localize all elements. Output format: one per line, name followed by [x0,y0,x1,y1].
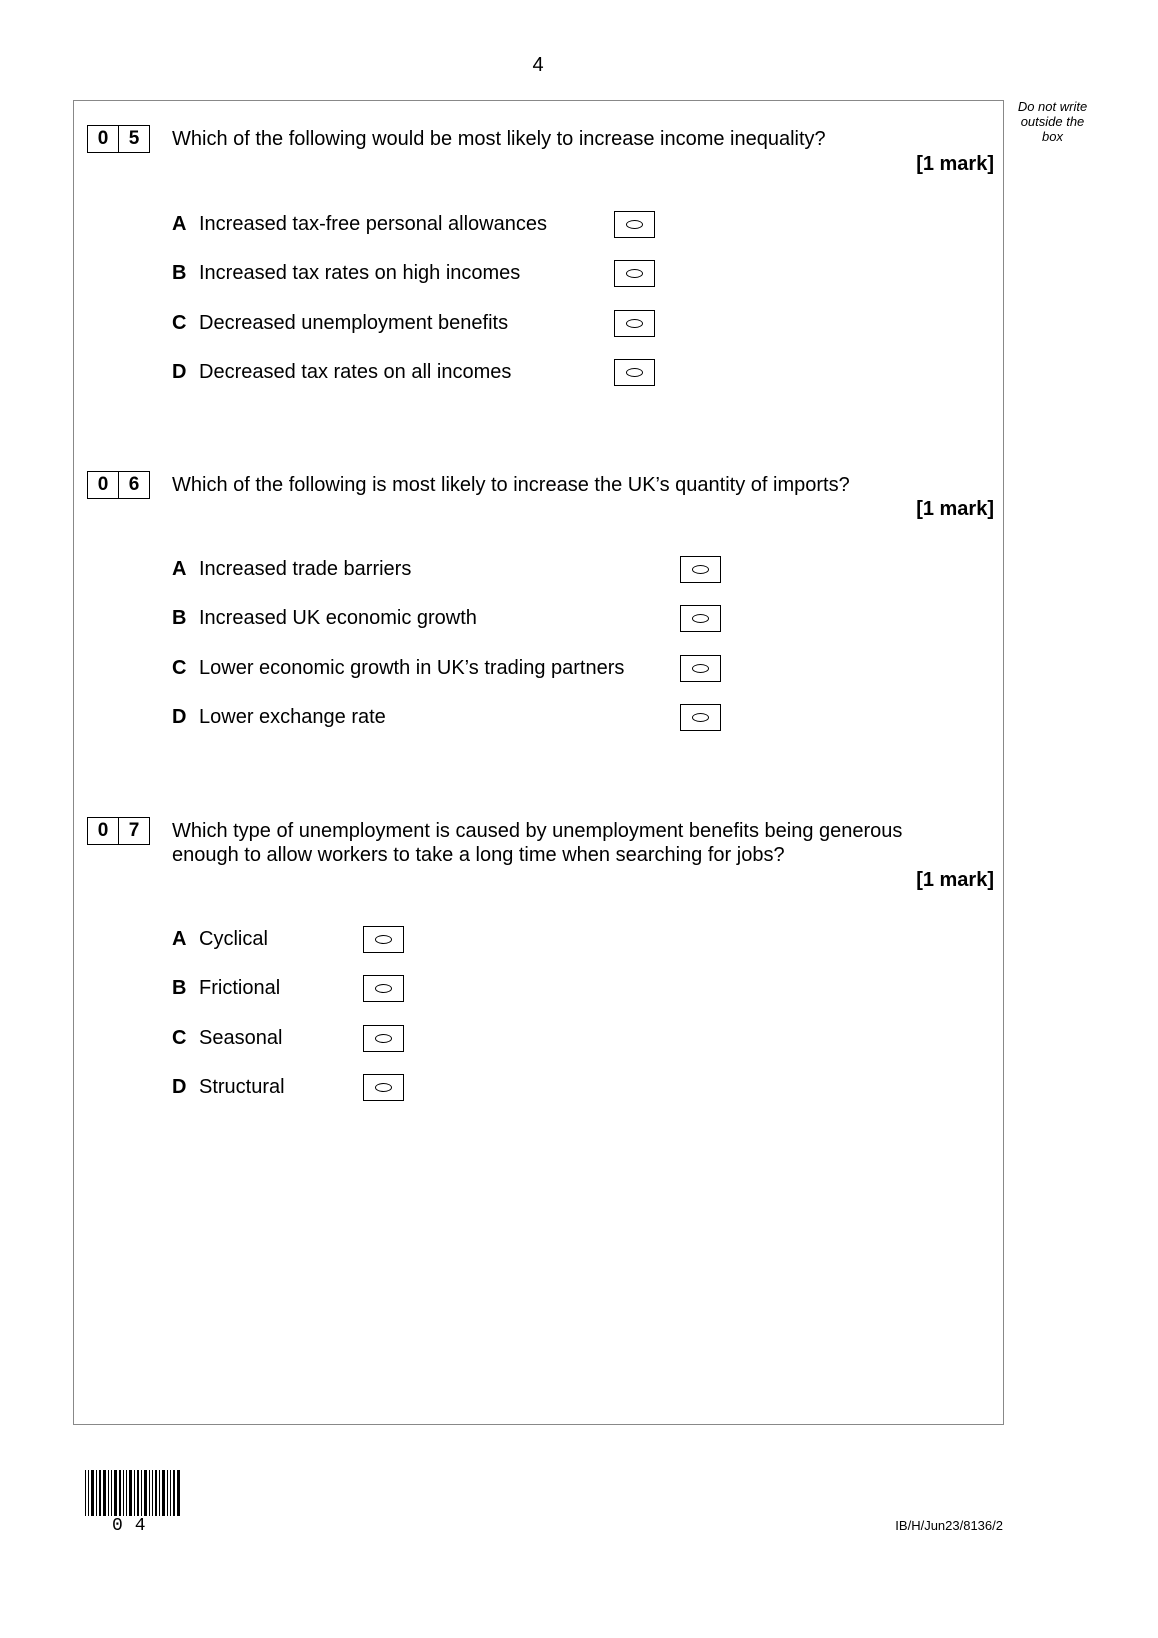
question-number [87,471,150,499]
question-text: Which of the following would be most likely to increase income inequality? [172,128,826,150]
oval-icon [692,565,709,574]
option-letter: C [172,1026,187,1049]
question-number-digit: 0 [97,128,109,149]
mark-allocation: [1 mark] [916,498,994,520]
option-d [172,1076,285,1099]
option-a [172,213,547,236]
question-number-digit: 6 [118,472,149,498]
option-letter: C [172,311,187,334]
option-c [172,1027,282,1050]
option-a [172,558,411,581]
option-text: Decreased unemployment benefits [199,311,509,334]
option-d [172,706,386,729]
option-b [172,977,280,1000]
barcode-number: 04 [112,1516,158,1536]
option-letter: D [172,705,187,728]
question-text: Which type of unemployment is caused by unemployment benefits being generous enough to allow workers to take a long time when searching for jobs? [172,820,903,866]
option-text: Increased tax rates on high incomes [199,262,521,285]
oval-icon [626,220,643,229]
oval-icon [626,368,643,377]
option-text: Increased tax-free personal allowances [199,213,547,235]
option-text: Increased UK economic growth [199,607,477,630]
oval-icon [692,713,709,722]
option-text: Frictional [199,977,281,1000]
question-number-digit: 0 [97,474,109,495]
oval-icon [626,319,643,328]
oval-icon [626,269,643,278]
answer-frame [73,100,1004,1425]
option-b [172,262,520,285]
barcode [85,1470,182,1516]
oval-icon [375,935,392,944]
oval-icon [375,1083,392,1092]
option-letter: D [172,1075,187,1098]
oval-icon [692,664,709,673]
answer-checkbox[interactable] [680,704,721,731]
answer-checkbox[interactable] [363,1074,404,1101]
answer-checkbox[interactable] [363,975,404,1002]
option-text: Seasonal [199,1026,283,1049]
option-letter: D [172,360,187,383]
mark-allocation: [1 mark] [916,153,994,175]
option-letter: B [172,977,187,1000]
question-number [87,817,150,845]
answer-checkbox[interactable] [680,605,721,632]
oval-icon [375,984,392,993]
option-letter: A [172,928,187,950]
question-text: Which of the following is most likely to increase the UK’s quantity of imports? [172,474,850,496]
option-text: Increased trade barriers [199,558,412,580]
answer-checkbox[interactable] [363,926,404,953]
option-text: Decreased tax rates on all incomes [199,360,512,383]
question-number-digit: 5 [118,126,149,152]
answer-checkbox[interactable] [614,260,655,287]
option-b [172,607,477,630]
oval-icon [692,614,709,623]
option-letter: C [172,656,187,679]
page-number: 4 [532,54,544,76]
option-text: Lower exchange rate [199,705,386,728]
answer-checkbox[interactable] [680,655,721,682]
answer-checkbox[interactable] [614,310,655,337]
option-letter: A [172,558,187,580]
option-a [172,928,268,951]
option-d [172,361,511,384]
mark-allocation: [1 mark] [916,869,994,891]
question-number-digit: 7 [118,818,149,844]
answer-checkbox[interactable] [614,359,655,386]
answer-checkbox[interactable] [680,556,721,583]
margin-note: Do not write outside the box [1017,99,1088,144]
option-text: Structural [199,1075,285,1098]
option-c [172,657,624,680]
answer-checkbox[interactable] [363,1025,404,1052]
question-number [87,125,150,153]
answer-checkbox[interactable] [614,211,655,238]
option-letter: B [172,607,187,630]
option-letter: A [172,213,187,235]
question-number-digit: 0 [97,820,109,841]
oval-icon [375,1034,392,1043]
option-c [172,312,508,335]
option-text: Cyclical [199,928,268,950]
option-letter: B [172,262,187,285]
option-text: Lower economic growth in UK’s trading partners [199,656,625,679]
paper-code: IB/H/Jun23/8136/2 [895,1518,1003,1533]
